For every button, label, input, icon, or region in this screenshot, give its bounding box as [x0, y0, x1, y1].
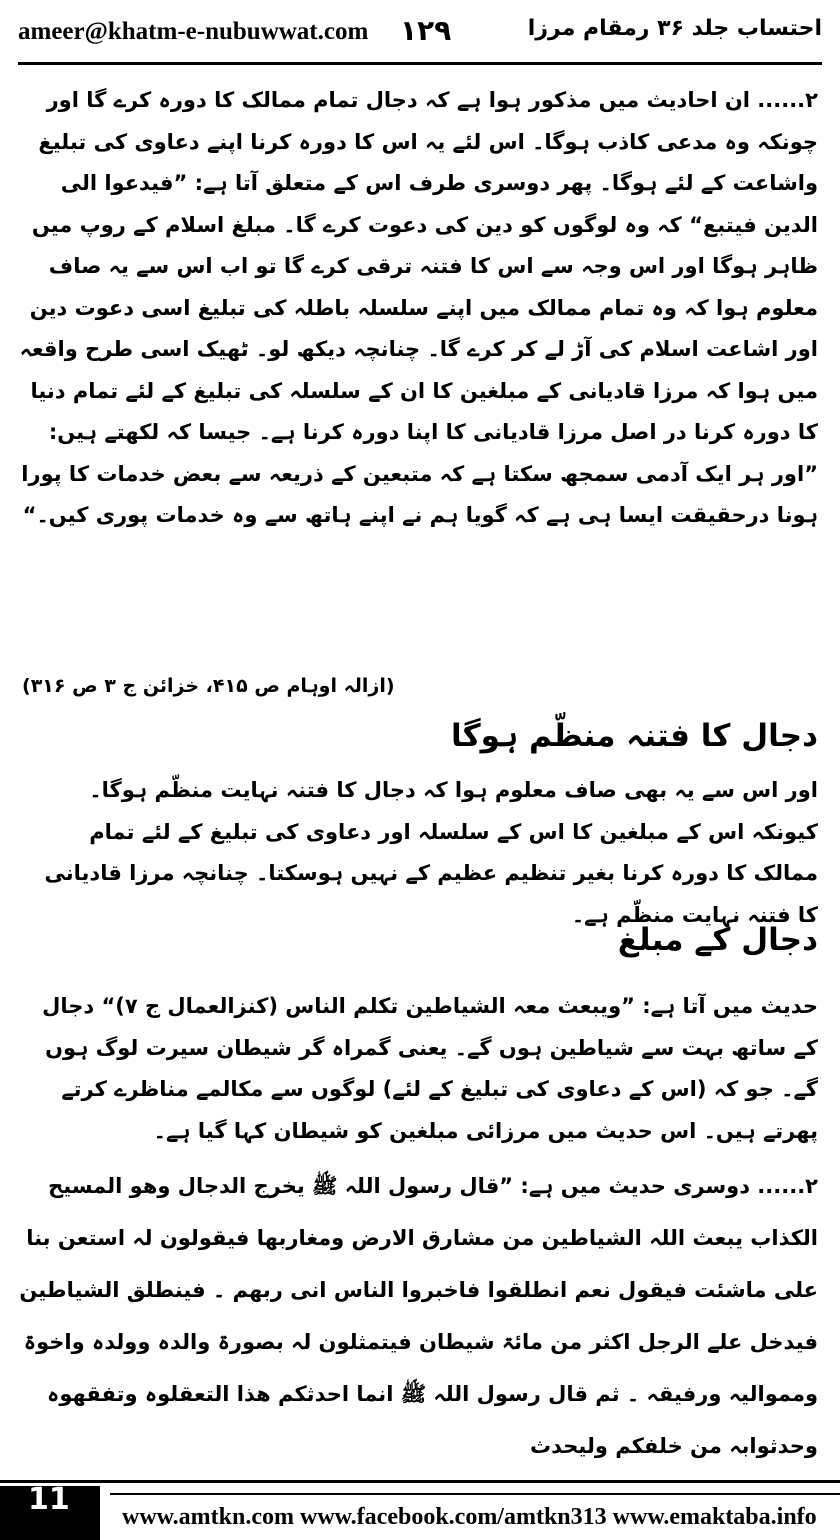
reference-citation: (ازالہ اوہام ص ۴۱۵، خزائن ج ۳ ص ۳۱۶)	[22, 675, 395, 697]
paragraph-organized-fitna: اور اس سے یہ بھی صاف معلوم ہوا کہ دجال کا فتنہ نہایت منظّم ہوگا۔ کیونکہ اس کے مبلغین کا اس کے سلسلہ اور دعاوی کی تبلیغ کے لئے تمام ممالک کا دورہ کرنا بغیر تنظیم عظیم کے نہیں ہوسکتا۔ چنانچہ مرزا قادیانی کا فتنہ نہایت منظّم ہے۔	[44, 778, 818, 927]
heading-organized-fitna: دجال کا فتنہ منظّم ہوگا	[450, 718, 818, 754]
header-page-number: ۱۲۹	[400, 14, 452, 47]
paragraph-dajjal-tour: ۲...... ان احادیث میں مذکور ہوا ہے کہ دجال تمام ممالک کا دورہ کرے گا اور چونکہ وہ مدعی کاذب ہوگا۔ اس لئے یہ اس کا دورہ کرنا اپنے دعاوی کی تبلیغ واشاعت کے لئے ہوگا۔ پھر دوسری طرف اس کے متعلق آتا ہے: ”فیدعوا الی الدین فیتبع“ کہ وہ لوگوں کو دین کی دعوت کرے گا۔ مبلغ اسلام کے روپ میں ظاہر ہوگا اور اس وجہ سے اس کا فتنہ ترقی کرے گا تو اب اس سے یہ صاف معلوم ہوا کہ وہ تمام ممالک میں اپنے سلسلہ باطلہ کی تبلیغ اسی دعوت دین اور اشاعت اسلام کی آڑ لے کر کرے گا۔ چنانچہ دیکھ لو۔ ٹھیک اسی طرح واقعہ میں ہوا کہ مرزا قادیانی کے مبلغین کا ان کے سلسلہ کی تبلیغ کے لئے تمام دنیا کا دورہ کرنا در اصل مرزا قادیانی کا اپنا دورہ کرنا ہے۔ جیسا کہ لکھتے ہیں: ”اور ہر ایک آدمی سمجھ سکتا ہے کہ متبعین کے ذریعہ سے بعض خدمات کا پورا ہونا درحقیقت ایسا ہی ہے کہ گویا ہم نے اپنے ہاتھ سے وہ خدمات پوری کیں۔“	[19, 88, 818, 527]
footer-website-links[interactable]: www.amtkn.com www.facebook.com/amtkn313 www.emaktaba.info	[122, 1504, 817, 1530]
footer-thin-divider	[110, 1493, 840, 1495]
header-book-title: احتساب جلد ۳۶ رمقام مرزا	[527, 16, 822, 41]
paragraph-hadith-shayateen: حدیث میں آتا ہے: ”ویبعث معہ الشیاطین تکلم الناس (کنزالعمال ج ۷)“ دجال کے ساتھ بہت سے شیاطین ہوں گے۔ یعنی گمراہ گر شیطان سیرت لوگ ہوں گے۔ جو کہ (اس کے دعاوی کی تبلیغ کے لئے) لوگوں سے مکالمے مناظرے کرتے پھرتے ہیں۔ اس حدیث میں مرزائی مبلغین کو شیطان کہا گیا ہے۔	[42, 994, 818, 1143]
footer-page-number: 11	[28, 1482, 70, 1517]
header-divider	[18, 62, 822, 65]
footer-divider	[0, 1480, 840, 1483]
header-email: ameer@khatm-e-nubuwwat.com	[18, 18, 369, 45]
paragraph-second-hadith: ۲...... دوسری حدیث میں ہے: ”قال رسول اللہ ﷺ یخرج الدجال وھو المسیح الکذاب یبعث اللہ الشیاطین من مشارق الارض ومغاربھا فیقولون لہ استعن بنا علی ماشئت فیقول نعم انطلقوا فاخبروا الناس انی ربھم ۔ فینطلق الشیاطین فیدخل علے الرجل اکثر من مائۃ شیطان فیتمثلون لہ بصورۃ والدہ وولدہ واخوۃ ومموالیہ ورفیقہ ۔ ثم قال رسول اللہ ﷺ انما احدثکم ھذا التعقلوہ وتفقھوہ وحدثوابہ من خلفکم ولیحدث	[19, 1174, 818, 1458]
heading-dajjal-preachers: دجال کے مبلغ	[617, 922, 818, 958]
